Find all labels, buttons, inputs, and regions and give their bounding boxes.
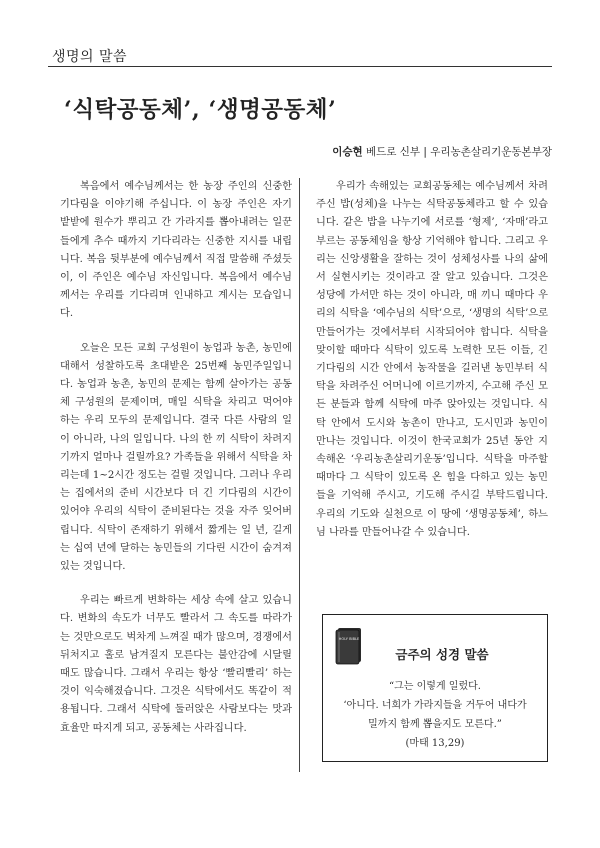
bible-verse [333, 677, 537, 753]
section-label: 생명의 말씀 [52, 49, 128, 65]
verse-line: ‘아니다. 너희가 가라지들을 거두어 내다가 [343, 700, 527, 711]
left-column [60, 178, 292, 754]
paragraph: 복음에서 예수님께서는 한 농장 주인의 신중한 기다림을 이야기해 주십니다. 이 농장 주인은 자기 밭받에 원수가 뿌리고 간 가라지를 뽑아내려는 일꾼들에게 추수 때까지 기다리라는 신중한 지시를 내립니다. 복음 뒷부분에 예수님께서 직접 말씀해 주셨듯이, 이 주인은 예수님 자신입니다. 복음에서 예수님께서는 우리를 기다리며 인내하고 계시는 모습입니다. [60, 181, 292, 320]
paragraph: 오늘은 모든 교회 구성원이 농업과 농촌, 농민에 대해서 성찰하도록 초대받은 25번째 농민주일입니다. 농업과 농촌, 농민의 문제는 함께 살아가는 공동체 구성원의 문제이며, 매일 식탁을 차리고 먹어야 하는 우리 모두의 문제입니다. 결국 다른 사람의 일이 아니라, 나의 일입니다. 나의 한 끼 식탁이 차려지기까지 얼마나 걸릴까요? 가족들을 위해서 식탁을 차리는데 1~2시간 정도는 걸릴 것입니다. 그러나 우리는 집에서의 준비 시간보다 더 긴 기다림의 시간이 있어야 우리의 식탁이 준비된다는 것을 자주 잊어버립니다. 식탁이 존재하기 위해서 짧게는 일 년, 길게는 십여 년에 달하는 농민들의 기다린 시간이 숨겨져 있는 것입니다. [60, 342, 292, 573]
verse-reference: (마태 13,29) [405, 738, 465, 749]
right-column [316, 178, 548, 558]
byline-name: 이승현 [332, 146, 363, 158]
paragraph: 우리는 빠르게 변화하는 세상 속에 살고 있습니다. 변화의 속도가 너무도 빨라서 그 속도를 따라가는 것만으로도 벅차게 느껴질 때가 많으며, 경쟁에서 뒤처지고 홀로 남겨질지 모른다는 불안감에 시달릴 때도 많습니다. 그래서 우리는 항상 ‘빨리빨리’ 하는 것이 익숙해졌습니다. 그것은 식탁에서도 똑같이 적용됩니다. 그래서 식탁에 둘러앉은 사람보다는 맛과 효율만 따지게 되고, 공동체는 사라집니다. [60, 595, 292, 734]
bible-box-title: 금주의 성경 말씀 [395, 647, 489, 662]
paragraph: 우리가 속해있는 교회공동체는 예수님께서 차려주신 밥(성체)을 나누는 식탁공동체라고 할 수 있습니다. 같은 밥을 나누기에 서로를 ‘형제’, ‘자매’라고 부르는 공동체임을 항상 기억해야 합니다. 그리고 우리는 신앙생활을 잘하는 것이 성체성사를 나의 삶에서 실현시키는 것이라고 잘 알고 있습니다. 그것은 성당에 가서만 하는 것이 아니라, 매 끼니 때마다 우리의 식탁을 ‘예수님의 식탁’으로, ‘생명의 식탁’으로 만들어가는 것에서부터 시작되어야 합니다. 식탁을 맞이할 때마다 식탁이 있도록 노력한 모든 이들, 긴 기다림의 시간 안에서 농작물을 길러낸 농민부터 식탁을 차려주신 어머니에 이르기까지, 수고해 주신 모든 분들과 함께 식탁에 마주 앉아있는 것입니다. 식탁 안에서 도시와 농촌이 만나고, 도시민과 농민이 만나는 것입니다. 이것이 한국교회가 25년 동안 지속해온 ‘우리농촌살리기운동’입니다. 식탁을 마주할 때마다 그 식탁이 있도록 온 힘을 다하고 있는 농민들을 기억해 주시고, 기도해 주시길 부탁드립니다. 우리의 기도와 실천으로 이 땅에 ‘생명공동체’, 하느님 나라를 만들어나갈 수 있습니다. [316, 181, 548, 538]
verse-line: “그는 이렇게 일렀다. [389, 681, 481, 692]
byline [332, 144, 552, 159]
article-title: ‘식탁공동체’, ‘생명공동체’ [64, 97, 337, 123]
column-divider [299, 178, 300, 772]
verse-line: 밀까지 함께 뽑을지도 모른다.” [368, 719, 502, 730]
bible-icon-label: HOLY BIBLE [338, 637, 360, 641]
header-rule [48, 66, 552, 67]
weekly-bible-verse-box [322, 614, 548, 762]
byline-role: 베드로 신부 | 우리농촌살리기운동본부장 [362, 146, 552, 158]
